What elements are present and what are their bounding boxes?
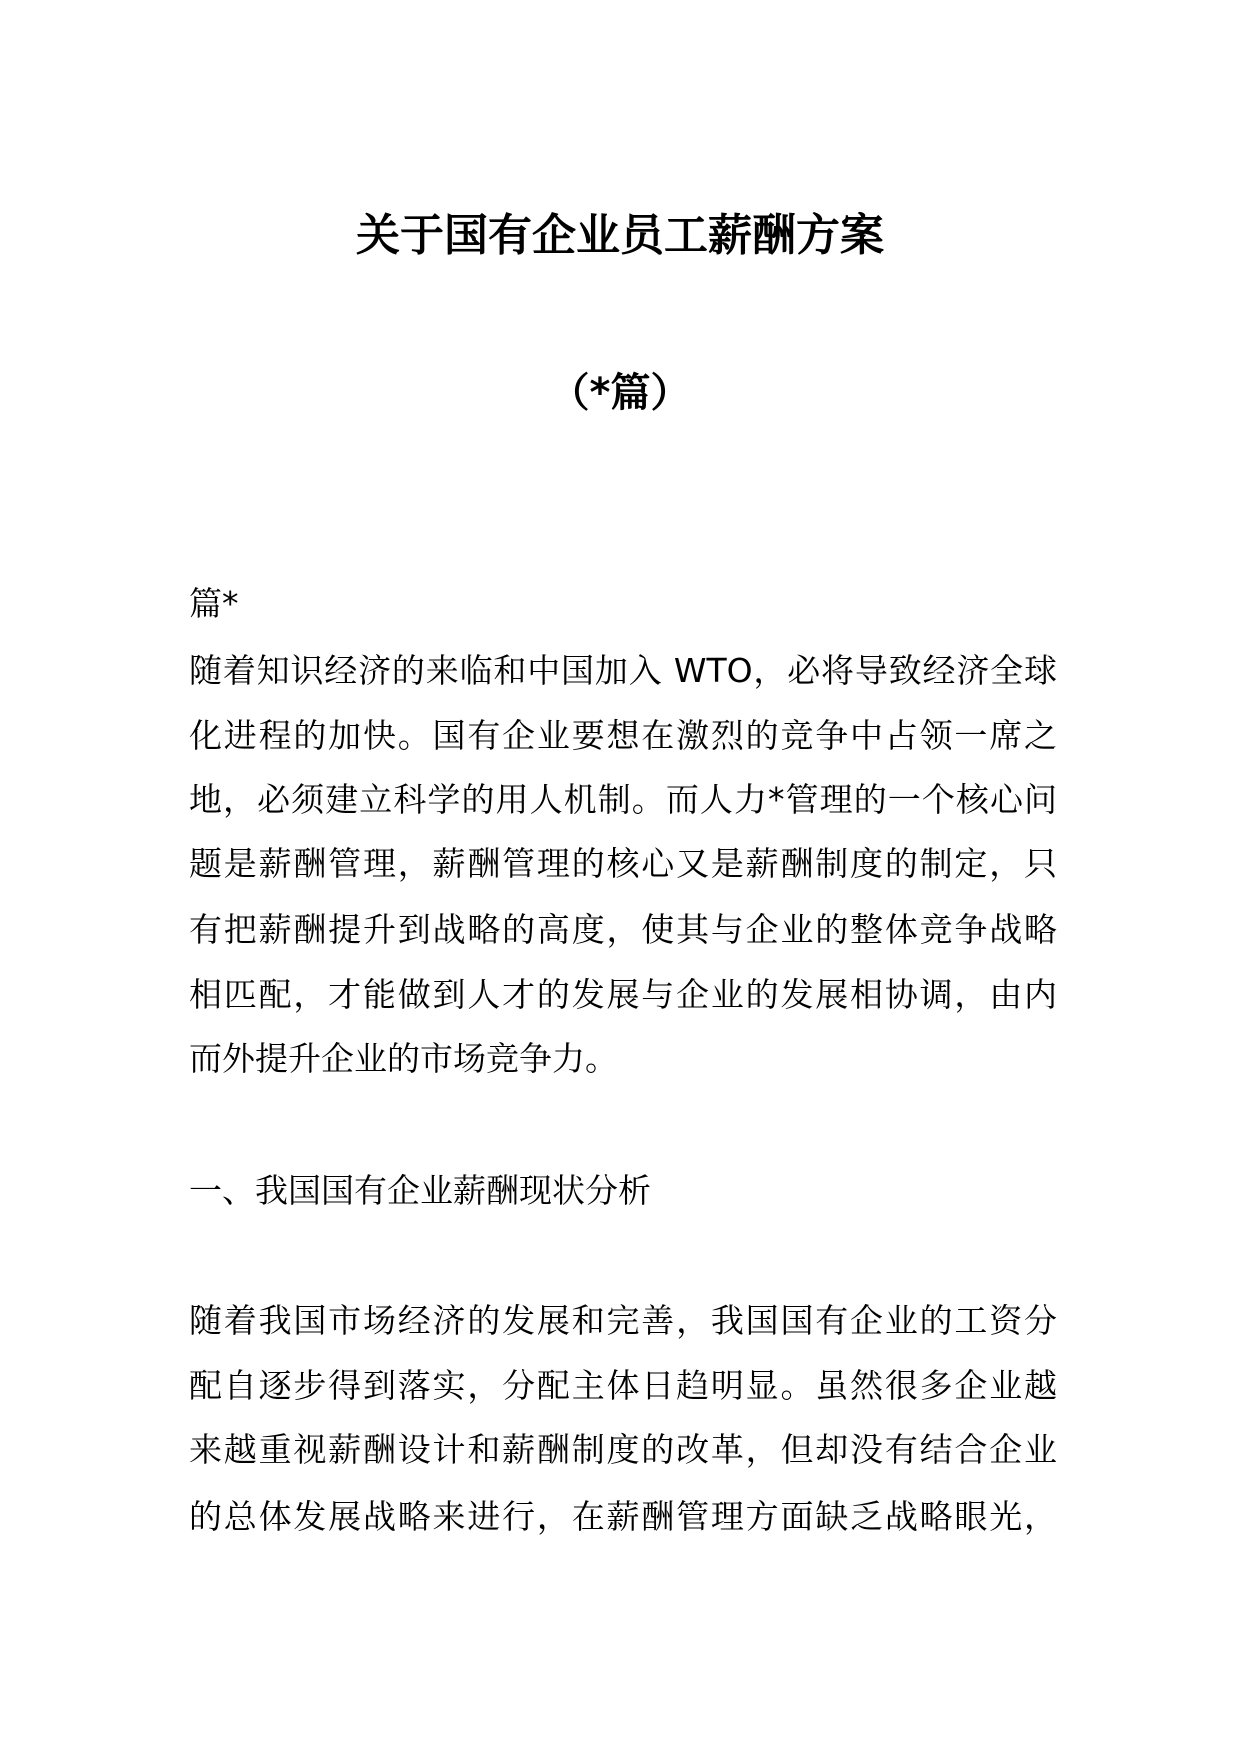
paragraph-line: 随着知识经济的来临和中国加入 WTO，必将导致经济全球 bbox=[189, 651, 1057, 690]
paragraph-line: 地，必须建立科学的用人机制。而人力*管理的一个核心问 bbox=[189, 780, 1057, 819]
paragraph-line: 的总体发展战略来进行，在薪酬管理方面缺乏战略眼光， bbox=[189, 1497, 1057, 1536]
paragraph-line: 相匹配，才能做到人才的发展与企业的发展相协调，由内 bbox=[189, 975, 1057, 1014]
paragraph-line: 而外提升企业的市场竞争力。 bbox=[189, 1039, 618, 1078]
section-heading: 一、我国国有企业薪酬现状分析 bbox=[189, 1171, 651, 1210]
paragraph-line: 有把薪酬提升到战略的高度，使其与企业的整体竞争战略 bbox=[189, 910, 1057, 949]
paragraph-line: 题是薪酬管理，薪酬管理的核心又是薪酬制度的制定，只 bbox=[189, 844, 1057, 883]
paragraph-line: 配自逐步得到落实，分配主体日趋明显。虽然很多企业越 bbox=[189, 1366, 1057, 1405]
paragraph-line: 随着我国市场经济的发展和完善，我国国有企业的工资分 bbox=[189, 1301, 1057, 1340]
document-subtitle: （*篇） bbox=[549, 370, 691, 416]
section-label: 篇* bbox=[189, 584, 239, 623]
paragraph-line: 来越重视薪酬设计和薪酬制度的改革，但却没有结合企业 bbox=[189, 1430, 1057, 1469]
paragraph-line: 化进程的加快。国有企业要想在激烈的竞争中占领一席之 bbox=[189, 716, 1057, 755]
document-title: 关于国有企业员工薪酬方案 bbox=[356, 210, 884, 261]
